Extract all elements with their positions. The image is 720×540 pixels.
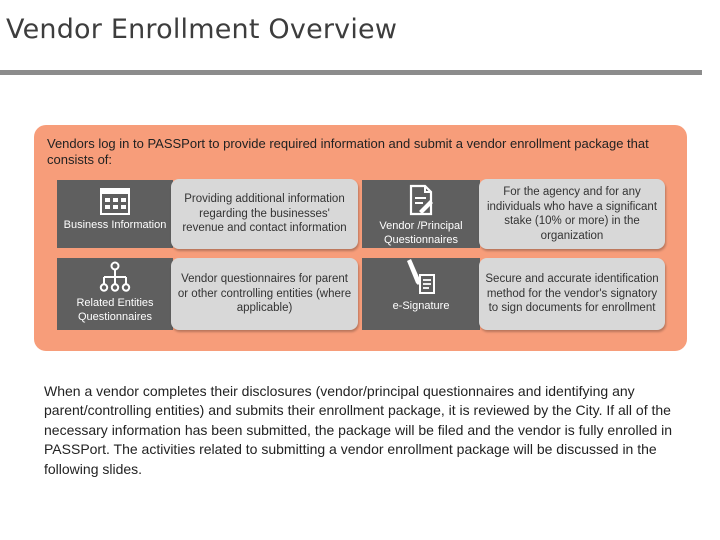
tile-label: Business Information	[63, 219, 167, 231]
vendor-principal-questionnaires-description	[479, 179, 665, 249]
related-entities-questionnaires-tile	[57, 258, 173, 330]
business-information-description	[171, 179, 358, 249]
description-text: For the agency and for any individuals who have a significant stake (10% or more) in the organization	[486, 186, 658, 242]
description-text: Secure and accurate identification method for the vendor's signatory to sign documents for enrollment	[485, 273, 659, 315]
description-text: Vendor questionnaires for parent or other controlling entities (where applicable)	[177, 273, 352, 315]
slide-title: Vendor Enrollment Overview	[6, 14, 398, 45]
business-information-tile	[57, 180, 173, 248]
title-divider	[0, 70, 702, 75]
tile-label: Related Entities Questionnaires	[76, 297, 154, 323]
vendor-principal-questionnaires-tile	[362, 180, 480, 248]
intro-text: Vendors log in to PASSPort to provide required information and submit a vendor enrollment package that consists of:	[47, 136, 649, 167]
e-signature-description	[479, 258, 665, 330]
tile-label: Vendor /Principal Questionnaires	[379, 220, 463, 246]
body-paragraph: When a vendor completes their disclosures (vendor/principal questionnaires and identifying any parent/controlling entities) and submits their enrollment package, it is reviewed by the City. If all of the necessary information has been submitted, the package will be filed and the vendor is fully enrolled in PASSPort. The activities related to submitting a vendor enrollment package will be discussed in the following slides.	[44, 383, 673, 477]
building-icon	[98, 186, 132, 216]
pen-signature-icon	[401, 258, 439, 298]
e-signature-tile	[362, 258, 480, 330]
related-entities-questionnaires-description	[171, 258, 358, 330]
enrollment-package-panel	[34, 125, 687, 351]
org-hierarchy-icon	[98, 260, 132, 294]
tile-label: e-Signature	[392, 300, 450, 312]
document-edit-icon	[406, 184, 436, 216]
description-text: Providing additional information regarding the businesses' revenue and contact information	[182, 193, 347, 235]
